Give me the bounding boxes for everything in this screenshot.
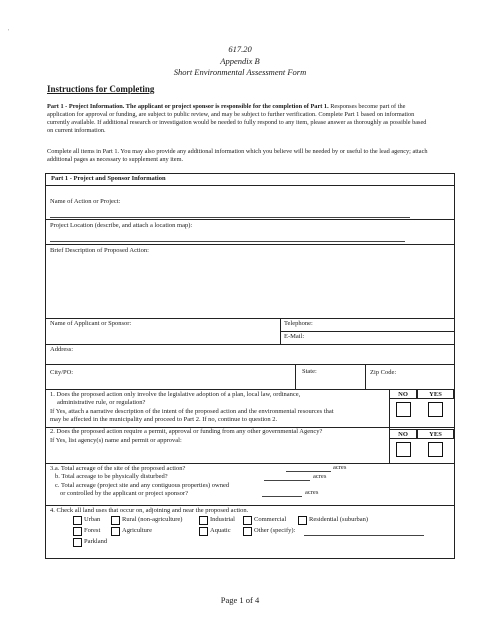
project-location-field[interactable] bbox=[50, 241, 405, 242]
q1-yes-header: YES bbox=[417, 389, 454, 399]
land-use-rural-checkbox[interactable] bbox=[111, 516, 120, 525]
land-use-agriculture-checkbox[interactable] bbox=[111, 527, 120, 536]
land-use-other-field[interactable] bbox=[304, 535, 424, 536]
land-use-residential-label: Residential (suburban) bbox=[309, 516, 369, 523]
q1-text-line4: may be affected in the municipality and proceed to Part 2. If no, continue to question 2. bbox=[50, 416, 278, 423]
land-use-aquatic-checkbox[interactable] bbox=[199, 527, 208, 536]
q2-text-line1: 2. Does the proposed action require a permit, approval or funding from any other governmental Agency? bbox=[50, 428, 323, 435]
appendix-label: Appendix B bbox=[220, 56, 260, 66]
q3a-text: 3.a. Total acreage of the site of the proposed action? bbox=[50, 465, 186, 472]
q3b-acres-unit: acres bbox=[313, 473, 327, 480]
form-number: 617.20 bbox=[228, 44, 252, 54]
q2-no-header: NO bbox=[389, 429, 417, 439]
land-use-agriculture-label: Agriculture bbox=[122, 527, 152, 534]
scan-mark: ' bbox=[8, 28, 10, 36]
q1-no-header: NO bbox=[389, 389, 417, 399]
brief-description-label: Brief Description of Proposed Action: bbox=[50, 247, 149, 254]
state-label: State: bbox=[302, 368, 317, 375]
q3b-text: b. Total acreage to be physically disturbed? bbox=[55, 473, 168, 480]
land-use-parkland-checkbox[interactable] bbox=[73, 538, 82, 547]
land-use-other-checkbox[interactable] bbox=[243, 527, 252, 536]
part1-body: Responses become part of the application for approval or funding, are subject to public review, and may be subject to further verification. Complete Part 1 based on information currently available. If additional research or investigation would be needed to fully respond to any item, please answer as thoroughly as possible based on current information. bbox=[47, 103, 427, 134]
city-po-label: City/PO: bbox=[50, 369, 74, 376]
project-sponsor-form bbox=[45, 173, 455, 559]
q3b-acres-field[interactable] bbox=[264, 480, 310, 481]
land-use-industrial-checkbox[interactable] bbox=[199, 516, 208, 525]
land-use-urban-checkbox[interactable] bbox=[73, 516, 82, 525]
page-of: of bbox=[243, 595, 255, 605]
project-location-label: Project Location (describe, and attach a location map): bbox=[50, 222, 193, 229]
telephone-label: Telephone: bbox=[284, 320, 313, 327]
q3c-acres-unit: acres bbox=[305, 489, 319, 496]
q2-yes-header: YES bbox=[417, 429, 454, 439]
land-use-commercial-label: Commercial bbox=[254, 516, 287, 523]
instructions-paragraph-2: Complete all items in Part 1. You may also provide any additional information which you believe will be needed by or useful to the lead agency; attach additional pages as necessary to supplement any item. bbox=[47, 148, 428, 163]
land-use-parkland-label: Parkland bbox=[84, 538, 108, 545]
page-number: 1 bbox=[239, 595, 244, 605]
land-use-aquatic-label: Aquatic bbox=[210, 527, 231, 534]
page-total: 4 bbox=[255, 595, 260, 605]
q1-text-line2: administrative rule, or regulation? bbox=[57, 399, 146, 406]
part1-heading: Part 1 - Project Information. The applicant or project sponsor is responsible for the completion of Part 1. bbox=[47, 103, 329, 110]
q2-text-line2: If Yes, list agency(s) name and permit or approval: bbox=[50, 437, 182, 444]
section-title: Part 1 - Project and Sponsor Information bbox=[51, 175, 166, 182]
land-use-urban-label: Urban bbox=[84, 516, 101, 523]
q4-text: 4. Check all land uses that occur on, adjoining and near the proposed action. bbox=[50, 507, 249, 514]
page-indicator bbox=[0, 595, 480, 605]
q3c-acres-field[interactable] bbox=[262, 496, 302, 497]
q1-text-line3: If Yes, attach a narrative description of the intent of the proposed action and the environmental resources that bbox=[50, 408, 334, 415]
q3a-acres-unit: acres bbox=[333, 464, 347, 471]
q2-yes-checkbox[interactable] bbox=[428, 442, 443, 457]
land-use-commercial-checkbox[interactable] bbox=[243, 516, 252, 525]
q1-no-checkbox[interactable] bbox=[396, 402, 411, 417]
q3a-acres-field[interactable] bbox=[286, 471, 331, 472]
page-prefix: Page bbox=[220, 595, 240, 605]
land-use-industrial-label: Industrial bbox=[210, 516, 235, 523]
name-of-action-field[interactable] bbox=[50, 217, 410, 218]
instructions-paragraph-1 bbox=[47, 103, 432, 135]
applicant-name-label: Name of Applicant or Sponsor: bbox=[50, 320, 132, 327]
form-title: Short Environmental Assessment Form bbox=[173, 67, 307, 77]
zip-code-label: Zip Code: bbox=[370, 369, 397, 376]
email-label: E-Mail: bbox=[284, 333, 305, 340]
q1-text-line1: 1. Does the proposed action only involve the legislative adoption of a plan, local law, ordinance, bbox=[50, 391, 301, 398]
q3c-text-line2: or controlled by the applicant or project sponsor? bbox=[60, 490, 188, 497]
land-use-forest-checkbox[interactable] bbox=[73, 527, 82, 536]
land-use-other-label: Other (specify): bbox=[254, 527, 296, 534]
address-field[interactable] bbox=[86, 346, 446, 362]
land-use-forest-label: Forest bbox=[84, 527, 101, 534]
q3c-text-line1: c. Total acreage (project site and any contiguous properties) owned bbox=[55, 482, 230, 489]
q2-no-checkbox[interactable] bbox=[396, 442, 411, 457]
land-use-rural-label: Rural (non-agriculture) bbox=[122, 516, 183, 523]
land-use-residential-checkbox[interactable] bbox=[298, 516, 307, 525]
address-label: Address: bbox=[50, 346, 74, 353]
brief-description-field[interactable] bbox=[50, 256, 448, 318]
instructions-title: Instructions for Completing bbox=[47, 84, 155, 94]
q1-yes-checkbox[interactable] bbox=[428, 402, 443, 417]
name-of-action-label: Name of Action or Project: bbox=[50, 198, 121, 205]
